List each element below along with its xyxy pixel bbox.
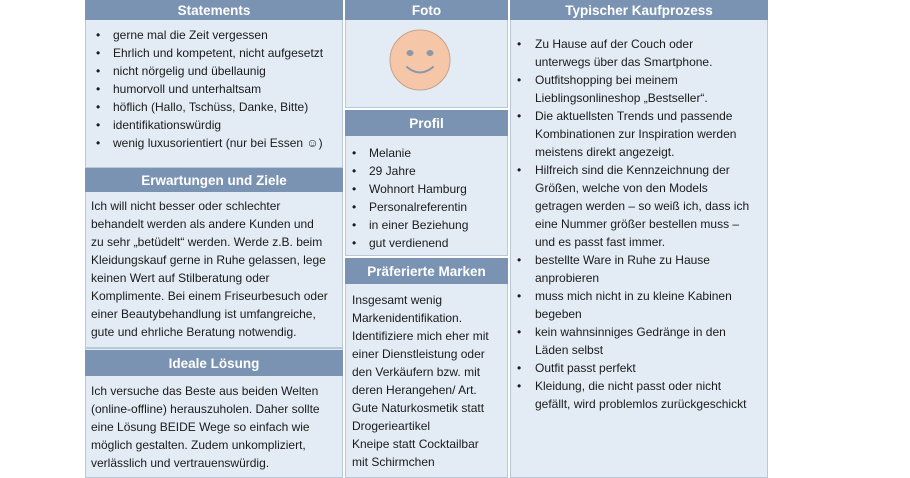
smiley-face-icon: [388, 28, 452, 92]
text-line: anprobieren: [535, 271, 600, 285]
text-line: • Kleidung, die nicht passt oder nicht: [535, 379, 722, 393]
text-line: • kein wahnsinniges Gedränge in den: [535, 325, 726, 339]
list-item: • in einer Beziehung: [347, 216, 507, 234]
loesung-header: Ideale Lösung: [85, 350, 343, 376]
text-line: Kombinationen zur Inspiration werden: [535, 127, 737, 141]
text-line: behandelt werden als andere Kunden und: [91, 217, 314, 231]
list-item: • identifikationswürdig: [91, 116, 341, 134]
list-item: • gut verdienend: [347, 234, 507, 252]
text-line: Komplimente. Bei einem Friseurbesuch oder: [91, 289, 328, 303]
text-line: eine Lösung BEIDE Wege so einfach wie: [91, 420, 310, 434]
profil-header: Profil: [345, 110, 508, 136]
text-line: getragen werden – so weiß ich, dass ich: [535, 199, 750, 213]
list-item: [510, 323, 766, 359]
list-item: • humorvoll und unterhaltsam: [91, 80, 341, 98]
statements-list: [91, 26, 341, 152]
marken-header: Präferierte Marken: [345, 258, 508, 284]
text-line: • Outfitshopping bei meinem: [535, 73, 678, 87]
profil-list: [347, 144, 507, 252]
erwartungen-text: [91, 197, 339, 341]
text-line: den Verkäufern bzw. mit: [352, 365, 481, 379]
list-item: [510, 359, 766, 377]
foto-header: Foto: [345, 0, 508, 20]
text-line: • Zu Hause auf der Couch oder: [535, 37, 694, 51]
list-item: [510, 161, 766, 251]
text-line: (online-offline) herauszuholen. Daher sollte: [91, 402, 320, 416]
list-item: • Ehrlich und kompetent, nicht aufgesetzt: [91, 44, 341, 62]
list-item: • Wohnort Hamburg: [347, 180, 507, 198]
list-item: • wenig luxusorientiert (nur bei Essen ☺): [91, 134, 341, 152]
list-item: [510, 251, 766, 287]
text-line: Kleidungskauf gerne in Ruhe gelassen, lege: [91, 253, 326, 267]
text-line: eine Nummer größer bestellen muss –: [535, 217, 740, 231]
text-line: • Outfit passt perfekt: [535, 361, 636, 375]
text-line: Identifiziere mich eher mit: [352, 329, 489, 343]
kaufprozess-header: Typischer Kaufprozess: [510, 0, 768, 20]
text-line: Ich versuche das Beste aus beiden Welten: [91, 384, 319, 398]
loesung-text: [91, 382, 339, 472]
list-item: [510, 71, 766, 107]
text-line: Läden selbst: [535, 343, 604, 357]
list-item: • Personalreferentin: [347, 198, 507, 216]
text-line: • Die aktuellsten Trends und passende: [535, 109, 733, 123]
text-line: einer Dienstleistung oder: [352, 347, 485, 361]
text-line: einer Beautybehandlung ist umfangreiche,: [91, 307, 316, 321]
list-item: [510, 377, 766, 413]
text-line: meistens direkt angezeigt.: [535, 145, 675, 159]
text-line: verlässlich und vertrauenswürdig.: [91, 456, 270, 470]
list-item: • nicht nörgelig und übellaunig: [91, 62, 341, 80]
list-item: • Melanie: [347, 144, 507, 162]
text-line: keinen Wert auf Stilberatung oder: [91, 271, 270, 285]
erwartungen-header: Erwartungen und Ziele: [85, 168, 343, 192]
list-item: [510, 35, 766, 71]
kaufprozess-list: [510, 35, 766, 413]
list-item: [510, 107, 766, 161]
text-line: gefällt, wird problemlos zurückgeschickt: [535, 397, 747, 411]
statements-header: Statements: [85, 0, 343, 20]
list-item: • höflich (Hallo, Tschüss, Danke, Bitte): [91, 98, 341, 116]
text-line: und es passt fast immer.: [535, 235, 666, 249]
text-line: Markenidentifikation.: [352, 311, 463, 325]
text-line: deren Herangehen/ Art.: [352, 383, 477, 397]
text-line: mit Schirmchen: [352, 455, 435, 469]
list-item: • 29 Jahre: [347, 162, 507, 180]
list-item: • gerne mal die Zeit vergessen: [91, 26, 341, 44]
text-line: Insgesamt wenig: [352, 293, 443, 307]
text-line: Ich will nicht besser oder schlechter: [91, 199, 281, 213]
text-line: Lieblingsonlineshop „Bestseller“.: [535, 91, 708, 105]
text-line: unterwegs über das Smartphone.: [535, 55, 713, 69]
list-item: [510, 287, 766, 323]
text-line: zu sehr „betüdelt“ werden. Werde z.B. beim: [91, 235, 323, 249]
text-line: Drogerieartikel: [352, 419, 431, 433]
text-line: Kneipe statt Cocktailbar: [352, 437, 479, 451]
text-line: • Hilfreich sind die Kennzeichnung der: [535, 163, 730, 177]
text-line: begeben: [535, 307, 582, 321]
text-line: Größen, welche von den Models: [535, 181, 708, 195]
text-line: • bestellte Ware in Ruhe zu Hause: [535, 253, 710, 267]
text-line: • muss mich nicht in zu kleine Kabinen: [535, 289, 732, 303]
marken-text: [352, 291, 504, 471]
text-line: gute und ehrliche Beratung notwendig.: [91, 325, 297, 339]
text-line: Gute Naturkosmetik statt: [352, 401, 485, 415]
text-line: möglich gestalten. Zudem unkompliziert,: [91, 438, 306, 452]
